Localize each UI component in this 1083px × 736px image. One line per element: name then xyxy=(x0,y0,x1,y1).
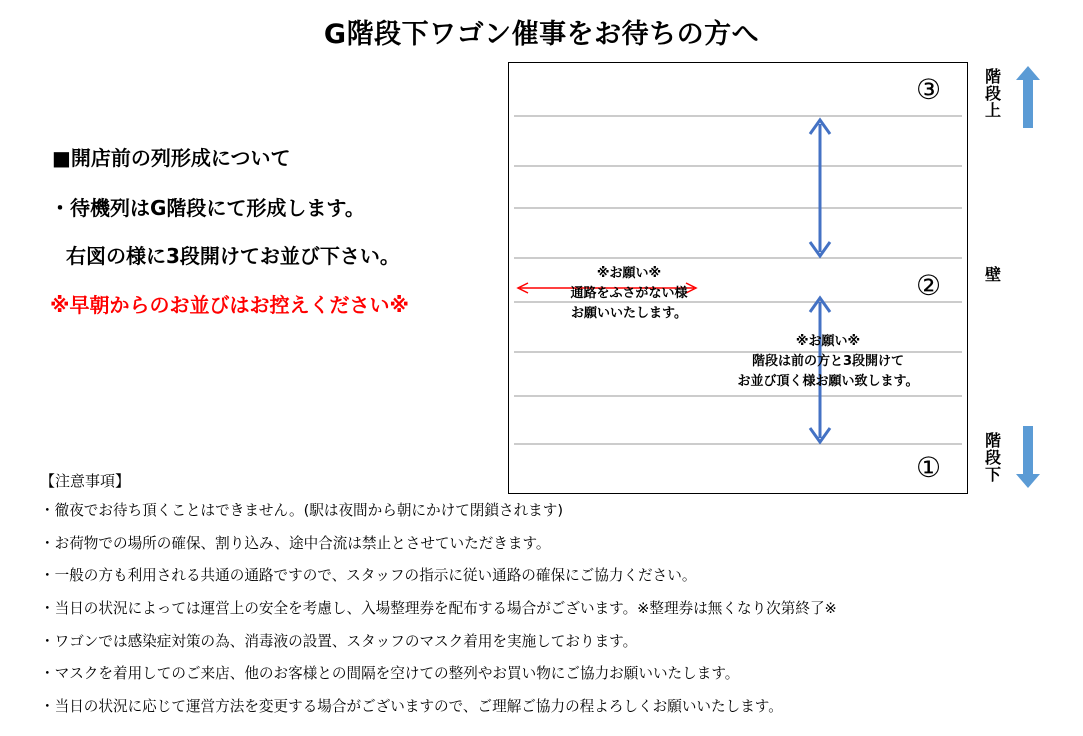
queue-spacing-text: 右図の様に3段開けてお並び下さい。 xyxy=(66,244,400,268)
up-arrow-icon xyxy=(1016,66,1040,128)
label-char: 下 xyxy=(984,465,1001,484)
step-number-2: ② xyxy=(916,269,942,302)
section-heading: ■開店前の列形成について xyxy=(52,146,291,170)
list-item: ・マスクを着用してのご来店、他のお客様との間隔を空けての整列やお買い物にご協力お願いいたします。 xyxy=(40,665,740,683)
stair-bottom-label xyxy=(984,432,1002,483)
passage-note xyxy=(524,264,734,324)
list-item: ・徹夜でお待ち頂くことはできません。(駅は夜間から朝にかけて閉鎖されます) xyxy=(40,502,564,519)
label-char: 階 xyxy=(984,67,1001,86)
passage-note-line: 通路をふさがない様 xyxy=(570,286,688,301)
notes-heading: 【注意事項】 xyxy=(40,472,131,490)
list-item: ・一般の方も利用される共通の通路ですので、スタッフの指示に従い通路の確保にご協力ください。 xyxy=(40,567,697,585)
notes-list xyxy=(40,500,837,729)
step-number-1: ① xyxy=(916,451,942,484)
early-morning-warning: ※早朝からのお並びはお控えください※ xyxy=(50,293,409,317)
wall-label: 壁 xyxy=(984,265,1001,284)
passage-note-line: ※お願い※ xyxy=(596,266,662,281)
spacing-note-line: ※お願い※ xyxy=(795,334,861,349)
stair-top-label xyxy=(984,68,1002,119)
down-arrow-icon xyxy=(1016,426,1040,488)
list-item: ・ワゴンでは感染症対策の為、消毒液の設置、スタッフのマスク着用を実施しております。 xyxy=(40,632,638,650)
list-item: ・当日の状況に応じて運営方法を変更する場合がございますので、ご理解ご協力の程よろしくお願いいたします。 xyxy=(40,698,783,716)
spacing-note xyxy=(708,332,948,392)
label-char: 段 xyxy=(984,448,1001,467)
spacing-note-line: 階段は前の方と3段開けて xyxy=(751,354,905,369)
step-number-3: ③ xyxy=(916,73,942,106)
stair-diagram xyxy=(508,62,968,494)
spacing-note-line: お並び頂く様お願い致します。 xyxy=(737,374,919,389)
queue-location-text: ・待機列はG階段にて形成します。 xyxy=(50,196,365,220)
page-title: G階段下ワゴン催事をお待ちの方へ xyxy=(323,19,760,50)
passage-note-line: お願いいたします。 xyxy=(571,306,687,321)
list-item: ・当日の状況によっては運営上の安全を考慮し、入場整理券を配布する場合がございます。※整理券は無くなり次第終了※ xyxy=(40,600,837,618)
upper-gap-arrow xyxy=(810,120,830,256)
label-char: 段 xyxy=(984,84,1001,103)
list-item: ・お荷物での場所の確保、割り込み、途中合流は禁止とさせていただきます。 xyxy=(40,534,551,552)
label-char: 階 xyxy=(984,431,1001,450)
label-char: 上 xyxy=(984,101,1001,120)
